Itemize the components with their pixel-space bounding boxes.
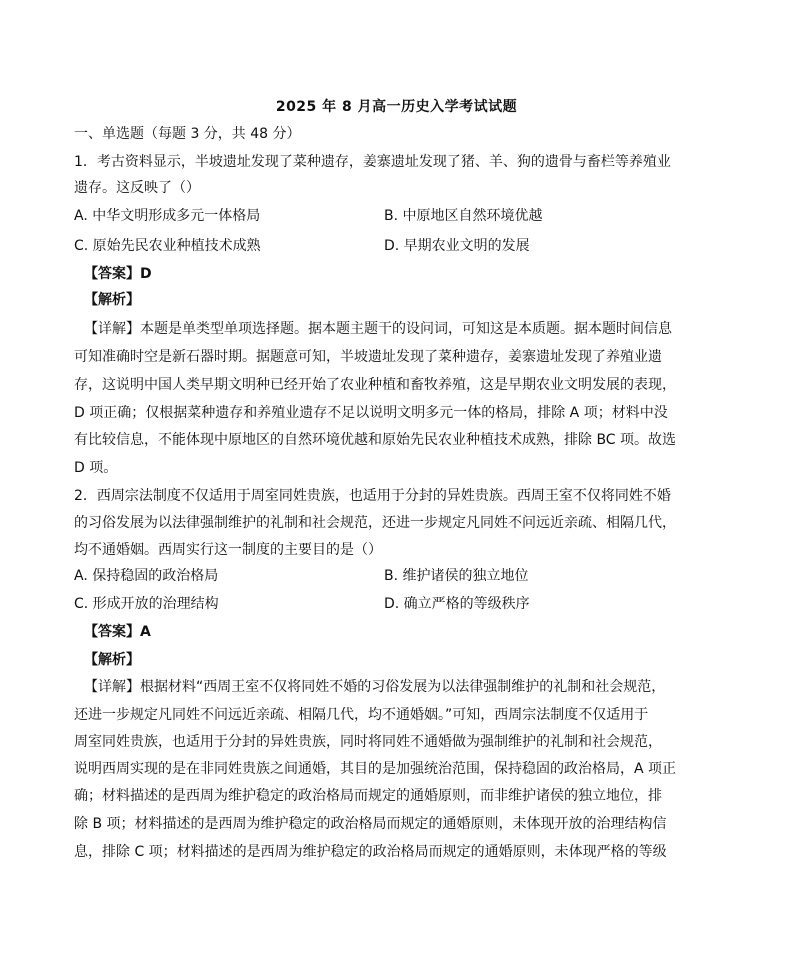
q2-answer: 【答案】A	[84, 624, 151, 640]
q1-option-c: C. 原始先民农业种植技术成熟	[74, 238, 261, 254]
q2-analysis-label: 【解析】	[84, 652, 140, 668]
q1-option-d: D. 早期农业文明的发展	[384, 238, 530, 254]
q2-detail-line: 息，排除 C 项；材料描述的是西周为维护稳定的政治格局而规定的通婚原则，未体现严格的等级	[74, 844, 667, 860]
q2-detail-line: 说明西周实现的是在非同姓贵族之间通婚，其目的是加强统治范围，保持稳固的政治格局，A 项正	[74, 761, 677, 777]
q2-option-b: B. 维护诸侯的独立地位	[384, 568, 529, 584]
exam-title: 2025 年 8 月高一历史入学考试试题	[275, 99, 518, 115]
q2-detail-line: 还进一步规定凡同姓不问远近亲疏、相隔几代，均不通婚姻。”可知，西周宗法制度不仅适用于	[74, 707, 649, 723]
q1-detail-line: D 项正确；仅根据菜种遗存和养殖业遗存不足以说明文明多元一体的格局，排除 A 项；材料中没	[74, 405, 668, 421]
q2-detail-line: 除 B 项；材料描述的是西周为维护稳定的政治格局而规定的通婚原则，未体现开放的治理结构信	[74, 816, 667, 832]
q1-stem-line2: 遗存。这反映了（）	[74, 180, 200, 196]
q1-option-a: A. 中华文明形成多元一体格局	[74, 208, 261, 224]
q1-analysis-label: 【解析】	[84, 292, 140, 308]
q1-detail-line: 有比较信息，不能体现中原地区的自然环境优越和原始先民农业种植技术成熟，排除 BC 项。故选	[74, 432, 677, 448]
q1-stem-line1: 1．考古资料显示，半坡遗址发现了菜种遗存，姜寨遗址发现了猪、羊、狗的遗骨与畜栏等养殖业	[74, 154, 671, 170]
q2-stem-line: 2．西周宗法制度不仅适用于周室同姓贵族，也适用于分封的异姓贵族。西周王室不仅将同姓不婚	[74, 488, 671, 504]
q1-option-b: B. 中原地区自然环境优越	[384, 208, 543, 224]
q2-option-d: D. 确立严格的等级秩序	[384, 596, 530, 612]
q2-stem-line: 均不通婚姻。西周实行这一制度的主要目的是（）	[74, 542, 382, 558]
section-heading: 一、单选题（每题 3 分，共 48 分）	[74, 126, 301, 142]
q2-detail-line: 周室同姓贵族，也适用于分封的异姓贵族，同时将同姓不通婚做为强制维护的礼制和社会规范，	[74, 734, 662, 750]
q2-detail-line: 【详解】根据材料“西周王室不仅将同姓不婚的习俗发展为以法律强制维护的礼制和社会规范，	[84, 679, 666, 695]
q1-detail-line: 【详解】本题是单类型单项选择题。据本题主题干的设问词，可知这是本质题。据本题时间信息	[84, 321, 672, 337]
q2-stem-line: 的习俗发展为以法律强制维护的礼制和社会规范，还进一步规定凡同姓不问远近亲疏、相隔几代，	[74, 515, 676, 531]
q2-option-c: C. 形成开放的治理结构	[74, 596, 219, 612]
q1-detail-line: 可知准确时空是新石器时期。据题意可知，半坡遗址发现了菜种遗存，姜寨遗址发现了养殖业遗	[74, 349, 662, 365]
q1-detail-line: D 项。	[74, 460, 118, 476]
q1-detail-line: 存，这说明中国人类早期文明种已经开始了农业种植和畜牧养殖，这是早期农业文明发展的表现，	[74, 377, 676, 393]
q2-detail-line: 确；材料描述的是西周为维护稳定的政治格局而规定的通婚原则，而非维护诸侯的独立地位，排	[74, 788, 662, 804]
q2-option-a: A. 保持稳固的政治格局	[74, 568, 219, 584]
q1-answer: 【答案】D	[84, 266, 152, 282]
